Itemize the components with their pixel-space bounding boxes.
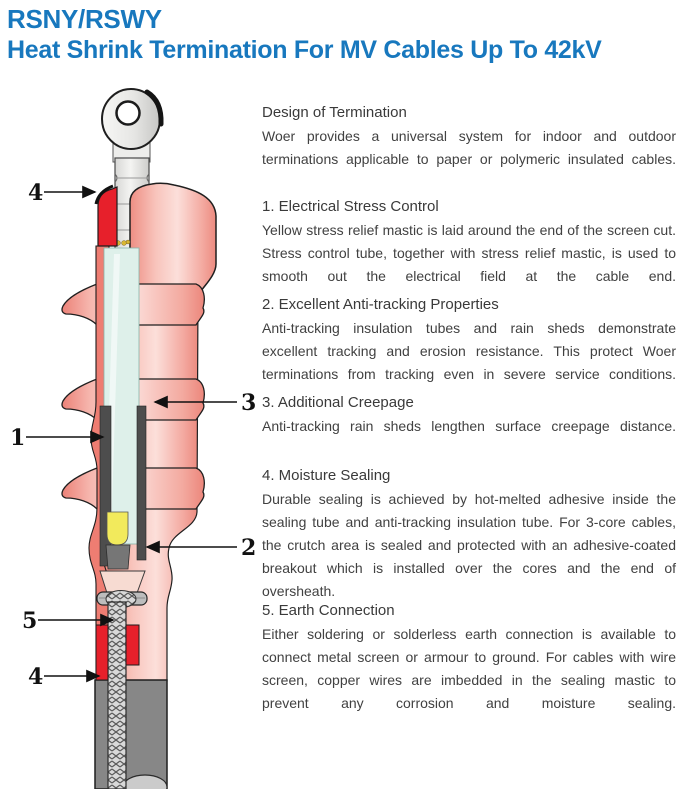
cable-oversheath bbox=[95, 680, 167, 789]
termination-dome bbox=[130, 183, 216, 300]
section-heading: 2. Excellent Anti-tracking Properties bbox=[262, 296, 499, 313]
section-anti-tracking bbox=[262, 295, 676, 409]
section-stress-control bbox=[262, 197, 676, 311]
callout-label: 2 bbox=[241, 535, 257, 561]
section-earth-connection bbox=[262, 601, 676, 738]
page-title: Heat Shrink Termination For MV Cables Up To 42kV bbox=[7, 36, 602, 64]
section-body: Durable sealing is achieved by hot-melted adhesive inside the sealing tube and anti-tracking insulation tube. For 3-core cables, the crutch area is sealed and protected with an adhesive-coated breakout which is installed over the cores and the end of oversheath. bbox=[262, 491, 676, 599]
section-heading: 5. Earth Connection bbox=[262, 602, 395, 619]
callout-label: 1 bbox=[10, 425, 26, 451]
breakout-funnel bbox=[100, 571, 145, 593]
callout-1 bbox=[10, 425, 103, 451]
callout-4-top bbox=[28, 180, 95, 206]
cable-lug bbox=[102, 89, 161, 162]
callout-label: 3 bbox=[241, 390, 257, 416]
section-body: Woer provides a universal system for indoor and outdoor terminations applicable to paper or polymeric insulated cables. bbox=[262, 128, 676, 167]
section-body: Either soldering or solderless earth connection is available to connect metal screen or armour to ground. For cables with wire screen, copper wires are imbedded in the sealing mastic to prevent any corrosion and moisture sealing. bbox=[262, 626, 676, 711]
section-body: Anti-tracking insulation tubes and rain sheds demonstrate excellent tracking and erosion resistance. This protect Woer terminations from tracking even in severe service conditions. bbox=[262, 320, 676, 382]
lug-hole bbox=[117, 102, 140, 125]
section-heading: Design of Termination bbox=[262, 104, 407, 121]
callout-label: 5 bbox=[22, 608, 38, 634]
product-code-title: RSNY/RSWY bbox=[7, 4, 162, 34]
section-body: Yellow stress relief mastic is laid around the end of the screen cut. Stress control tube, together with stress relief mastic, is used to smooth out the electrical field at the cable end. bbox=[262, 222, 676, 284]
section-creepage bbox=[262, 393, 676, 461]
core-screen-plug bbox=[106, 545, 130, 569]
section-heading: 4. Moisture Sealing bbox=[262, 467, 391, 484]
callout-4-bottom bbox=[28, 664, 99, 690]
callout-label: 4 bbox=[28, 180, 44, 206]
section-body: Anti-tracking rain sheds lengthen surface creepage distance. bbox=[262, 418, 676, 434]
section-heading: 3. Additional Creepage bbox=[262, 394, 414, 411]
section-design bbox=[262, 103, 676, 194]
section-heading: 1. Electrical Stress Control bbox=[262, 198, 439, 215]
sealing-mastic-top bbox=[96, 186, 117, 246]
earth-braid bbox=[108, 602, 126, 789]
callout-label: 4 bbox=[28, 664, 44, 690]
termination-diagram bbox=[0, 88, 260, 789]
